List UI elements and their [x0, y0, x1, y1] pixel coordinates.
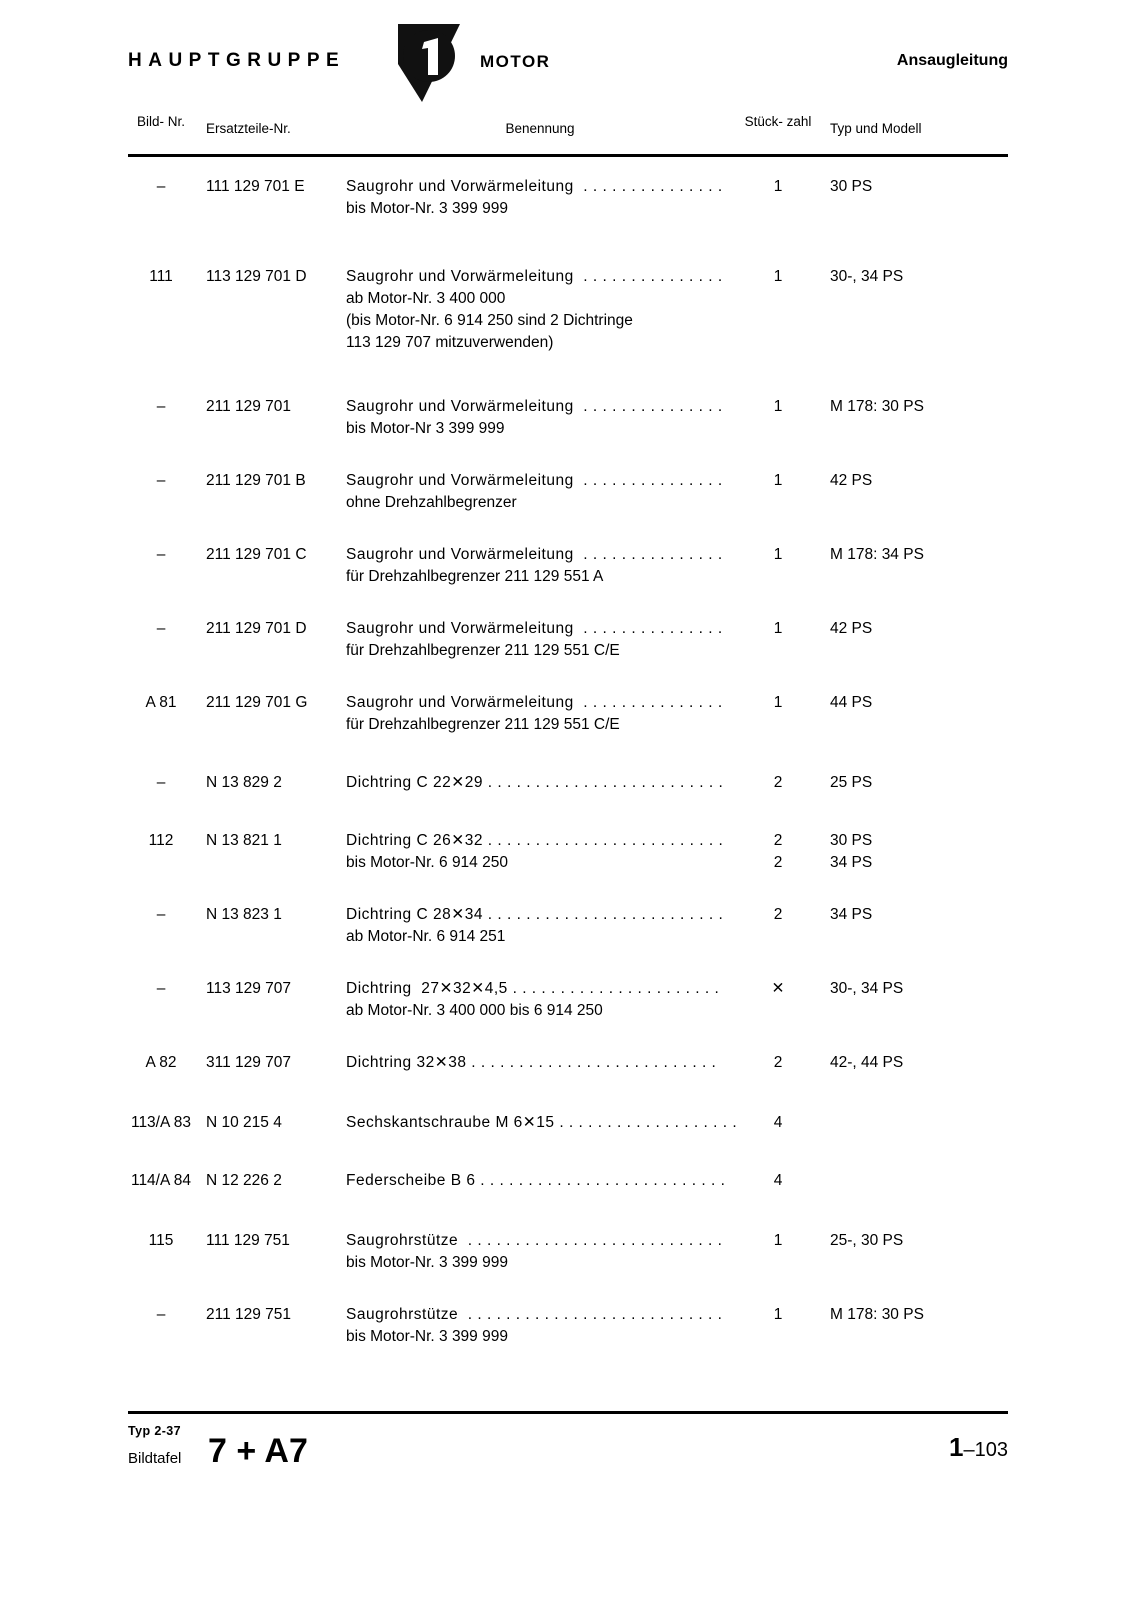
cell-bild-nr: – — [156, 1306, 166, 1323]
cell-benennung — [346, 266, 736, 354]
page-number-value: 103 — [974, 1439, 1008, 1461]
cell-benennung — [346, 618, 736, 662]
benennung-subline: ohne Drehzahlbegrenzer — [346, 494, 517, 511]
benennung-subline: bis Motor-Nr 3 399 999 — [346, 420, 505, 437]
benennung-line: Saugrohr und Vorwärmeleitung . . . . . . . . . . . . . . . — [346, 620, 723, 637]
cell-benennung — [346, 830, 736, 874]
typ-value: 44 PS — [830, 694, 873, 711]
cell-bild-nr: – — [156, 398, 166, 415]
column-header-bild-nr: Bild- Nr. — [136, 114, 185, 129]
table-row — [128, 978, 1008, 1058]
cell-quantity — [740, 1052, 816, 1074]
column-header-ersatzteile-nr: Ersatzteile-Nr. — [206, 121, 291, 136]
cell-part-number: 111 129 751 — [206, 1232, 290, 1249]
table-row — [128, 176, 1008, 256]
benennung-subline: für Drehzahlbegrenzer 211 129 551 C/E — [346, 642, 620, 659]
typ-value: 30-, 34 PS — [830, 980, 904, 997]
table-row — [128, 1304, 1008, 1384]
cell-typ-modell — [830, 692, 1008, 714]
typ-value: 42-, 44 PS — [830, 1054, 904, 1071]
quantity-value: 1 — [773, 1306, 783, 1323]
header-divider — [128, 154, 1008, 157]
cell-part-number: 113 129 707 — [206, 980, 292, 997]
cell-benennung — [346, 1230, 736, 1274]
quantity-value: 1 — [773, 1232, 783, 1249]
typ-value: M 178: 34 PS — [830, 546, 924, 563]
typ-value: 42 PS — [830, 620, 873, 637]
quantity-value: 2 — [773, 774, 783, 791]
typ-value: 42 PS — [830, 472, 873, 489]
cell-bild-nr: – — [156, 546, 166, 563]
benennung-line: Dichtring 27✕32✕4,5 . . . . . . . . . . . . . . . . . . . . . . — [346, 980, 720, 997]
typ-value-2: 34 PS — [830, 854, 873, 871]
benennung-line: Saugrohr und Vorwärmeleitung . . . . . . . . . . . . . . . — [346, 472, 723, 489]
quantity-value: 4 — [773, 1114, 783, 1131]
cell-bild-nr: – — [156, 472, 166, 489]
section-title: MOTOR — [480, 52, 551, 71]
quantity-value: 1 — [773, 268, 783, 285]
quantity-value: 1 — [773, 694, 783, 711]
quantity-value: 4 — [773, 1172, 783, 1189]
footer-divider — [128, 1411, 1008, 1414]
typ-value: 30-, 34 PS — [830, 268, 904, 285]
table-row — [128, 470, 1008, 550]
cell-quantity — [740, 692, 816, 714]
cell-typ-modell — [830, 1052, 1008, 1074]
cell-bild-nr: – — [156, 980, 166, 997]
quantity-value: 1 — [773, 546, 783, 563]
quantity-value: 2 — [773, 906, 783, 923]
cell-typ-modell — [830, 1304, 1008, 1326]
footer-typ: Typ 2-37 — [128, 1424, 181, 1438]
page-header — [128, 38, 1008, 90]
group-number-badge — [392, 20, 466, 106]
table-row — [128, 904, 1008, 984]
benennung-line: Dichtring C 28✕34 . . . . . . . . . . . . . . . . . . . . . . . . . — [346, 906, 724, 923]
cell-part-number: 211 129 751 — [206, 1306, 292, 1323]
benennung-line: Federscheibe B 6 . . . . . . . . . . . . . . . . . . . . . . . . . . — [346, 1172, 726, 1189]
cell-benennung — [346, 772, 736, 794]
benennung-line: Saugrohrstütze . . . . . . . . . . . . . . . . . . . . . . . . . . . — [346, 1306, 723, 1323]
cell-typ-modell — [830, 618, 1008, 640]
cell-typ-modell — [830, 396, 1008, 418]
cell-benennung — [346, 1170, 736, 1192]
column-header-stueckzahl: Stück- zahl — [744, 114, 812, 129]
page-chapter: 1 — [949, 1432, 964, 1462]
cell-bild-nr: A 82 — [145, 1054, 177, 1071]
typ-value: 30 PS — [830, 178, 873, 195]
cell-quantity — [740, 176, 816, 198]
benennung-line: Saugrohr und Vorwärmeleitung . . . . . . . . . . . . . . . — [346, 546, 723, 563]
cell-quantity — [740, 1170, 816, 1192]
table-row — [128, 830, 1008, 910]
typ-value: 25-, 30 PS — [830, 1232, 904, 1249]
cell-part-number: N 10 215 4 — [206, 1114, 282, 1131]
benennung-line: Saugrohr und Vorwärmeleitung . . . . . . . . . . . . . . . — [346, 694, 723, 711]
cell-quantity — [740, 618, 816, 640]
quantity-value-2: 2 — [773, 854, 783, 871]
benennung-line: Dichtring 32✕38 . . . . . . . . . . . . . . . . . . . . . . . . . . — [346, 1054, 717, 1071]
cell-quantity — [740, 772, 816, 794]
cell-typ-modell — [830, 176, 1008, 198]
benennung-subline: bis Motor-Nr. 3 399 999 — [346, 1328, 508, 1345]
footer-bildtafel-value: 7 + A7 — [208, 1432, 308, 1470]
cell-quantity — [740, 470, 816, 492]
benennung-line: Saugrohr und Vorwärmeleitung . . . . . . . . . . . . . . . — [346, 398, 723, 415]
benennung-subline: ab Motor-Nr. 6 914 251 — [346, 928, 506, 945]
cell-benennung — [346, 1052, 736, 1074]
cell-quantity — [740, 904, 816, 926]
quantity-value: ✕ — [771, 980, 785, 997]
benennung-subline: ab Motor-Nr. 3 400 000 bis 6 914 250 — [346, 1002, 603, 1019]
cell-part-number: N 13 821 1 — [206, 832, 282, 849]
benennung-line: Saugrohr und Vorwärmeleitung . . . . . . . . . . . . . . . — [346, 268, 723, 285]
cell-part-number: 311 129 707 — [206, 1054, 292, 1071]
typ-value: 25 PS — [830, 774, 873, 791]
benennung-subline: bis Motor-Nr. 3 399 999 — [346, 200, 508, 217]
cell-typ-modell — [830, 772, 1008, 794]
cell-bild-nr: – — [156, 178, 166, 195]
cell-bild-nr: 113/A 83 — [130, 1114, 192, 1131]
quantity-value: 1 — [773, 472, 783, 489]
cell-benennung — [346, 1112, 736, 1134]
hauptgruppe-label: HAUPTGRUPPE — [128, 50, 346, 71]
cell-typ-modell — [830, 1230, 1008, 1252]
cell-typ-modell — [830, 978, 1008, 1000]
column-header-benennung: Benennung — [505, 121, 575, 136]
table-row — [128, 692, 1008, 772]
cell-part-number: 111 129 701 E — [206, 178, 305, 195]
cell-benennung — [346, 176, 736, 220]
cell-quantity — [740, 396, 816, 418]
cell-bild-nr: – — [156, 620, 166, 637]
cell-typ-modell — [830, 544, 1008, 566]
cell-part-number: 211 129 701 G — [206, 694, 308, 711]
benennung-line: Sechskantschraube M 6✕15 . . . . . . . . . . . . . . . . . . . — [346, 1114, 738, 1131]
typ-value: M 178: 30 PS — [830, 398, 924, 415]
column-header-typ-modell: Typ und Modell — [830, 121, 922, 136]
cell-part-number: 211 129 701 — [206, 398, 292, 415]
benennung-line: Saugrohr und Vorwärmeleitung . . . . . . . . . . . . . . . — [346, 178, 723, 195]
cell-quantity — [740, 1112, 816, 1134]
benennung-subline: ab Motor-Nr. 3 400 000 — [346, 290, 506, 307]
cell-bild-nr: A 81 — [145, 694, 177, 711]
cell-part-number: N 13 823 1 — [206, 906, 282, 923]
table-row — [128, 1230, 1008, 1310]
typ-value: M 178: 30 PS — [830, 1306, 924, 1323]
table-row — [128, 266, 1008, 351]
page-dash: – — [963, 1439, 975, 1461]
cell-quantity — [740, 1304, 816, 1326]
benennung-line: Dichtring C 22✕29 . . . . . . . . . . . . . . . . . . . . . . . . . — [346, 774, 724, 791]
cell-benennung — [346, 978, 736, 1022]
cell-typ-modell — [830, 904, 1008, 926]
benennung-line: Saugrohrstütze . . . . . . . . . . . . . . . . . . . . . . . . . . . — [346, 1232, 723, 1249]
cell-part-number: 211 129 701 C — [206, 546, 307, 563]
cell-part-number: 211 129 701 D — [206, 620, 307, 637]
quantity-value: 2 — [773, 832, 783, 849]
cell-benennung — [346, 544, 736, 588]
cell-bild-nr: – — [156, 774, 166, 791]
cell-quantity — [740, 1230, 816, 1252]
benennung-subline: bis Motor-Nr. 3 399 999 — [346, 1254, 508, 1271]
quantity-value: 1 — [773, 398, 783, 415]
quantity-value: 2 — [773, 1054, 783, 1071]
cell-quantity — [740, 978, 816, 1000]
cell-typ-modell — [830, 830, 1008, 874]
table-row — [128, 544, 1008, 624]
cell-quantity — [740, 544, 816, 566]
cell-typ-modell — [830, 266, 1008, 288]
page-number — [949, 1432, 1008, 1463]
cell-typ-modell — [830, 470, 1008, 492]
cell-benennung — [346, 470, 736, 514]
cell-part-number: N 12 226 2 — [206, 1172, 282, 1189]
benennung-line: Dichtring C 26✕32 . . . . . . . . . . . . . . . . . . . . . . . . . — [346, 832, 724, 849]
cell-part-number: N 13 829 2 — [206, 774, 282, 791]
cell-benennung — [346, 904, 736, 948]
typ-value: 30 PS — [830, 832, 873, 849]
cell-benennung — [346, 692, 736, 736]
cell-benennung — [346, 1304, 736, 1348]
cell-bild-nr: 114/A 84 — [130, 1172, 192, 1189]
cell-bild-nr: 111 — [149, 268, 173, 285]
cell-part-number: 211 129 701 B — [206, 472, 306, 489]
quantity-value: 1 — [773, 178, 783, 195]
benennung-subline: für Drehzahlbegrenzer 211 129 551 C/E — [346, 716, 620, 733]
subject-title: Ansaugleitung — [896, 52, 1008, 69]
benennung-subline: bis Motor-Nr. 6 914 250 — [346, 854, 508, 871]
benennung-subline: 113 129 707 mitzuverwenden) — [346, 334, 554, 351]
cell-quantity — [740, 266, 816, 288]
cell-benennung — [346, 396, 736, 440]
typ-value: 34 PS — [830, 906, 873, 923]
cell-bild-nr: – — [156, 906, 166, 923]
footer-bildtafel-label: Bildtafel — [128, 1450, 182, 1467]
benennung-subline: (bis Motor-Nr. 6 914 250 sind 2 Dichtringe — [346, 312, 633, 329]
cell-part-number: 113 129 701 D — [206, 268, 307, 285]
cell-bild-nr: 112 — [148, 832, 174, 849]
cell-quantity — [740, 830, 816, 874]
cell-bild-nr: 115 — [148, 1232, 174, 1249]
table-row — [128, 618, 1008, 698]
quantity-value: 1 — [773, 620, 783, 637]
benennung-subline: für Drehzahlbegrenzer 211 129 551 A — [346, 568, 604, 585]
table-row — [128, 396, 1008, 476]
